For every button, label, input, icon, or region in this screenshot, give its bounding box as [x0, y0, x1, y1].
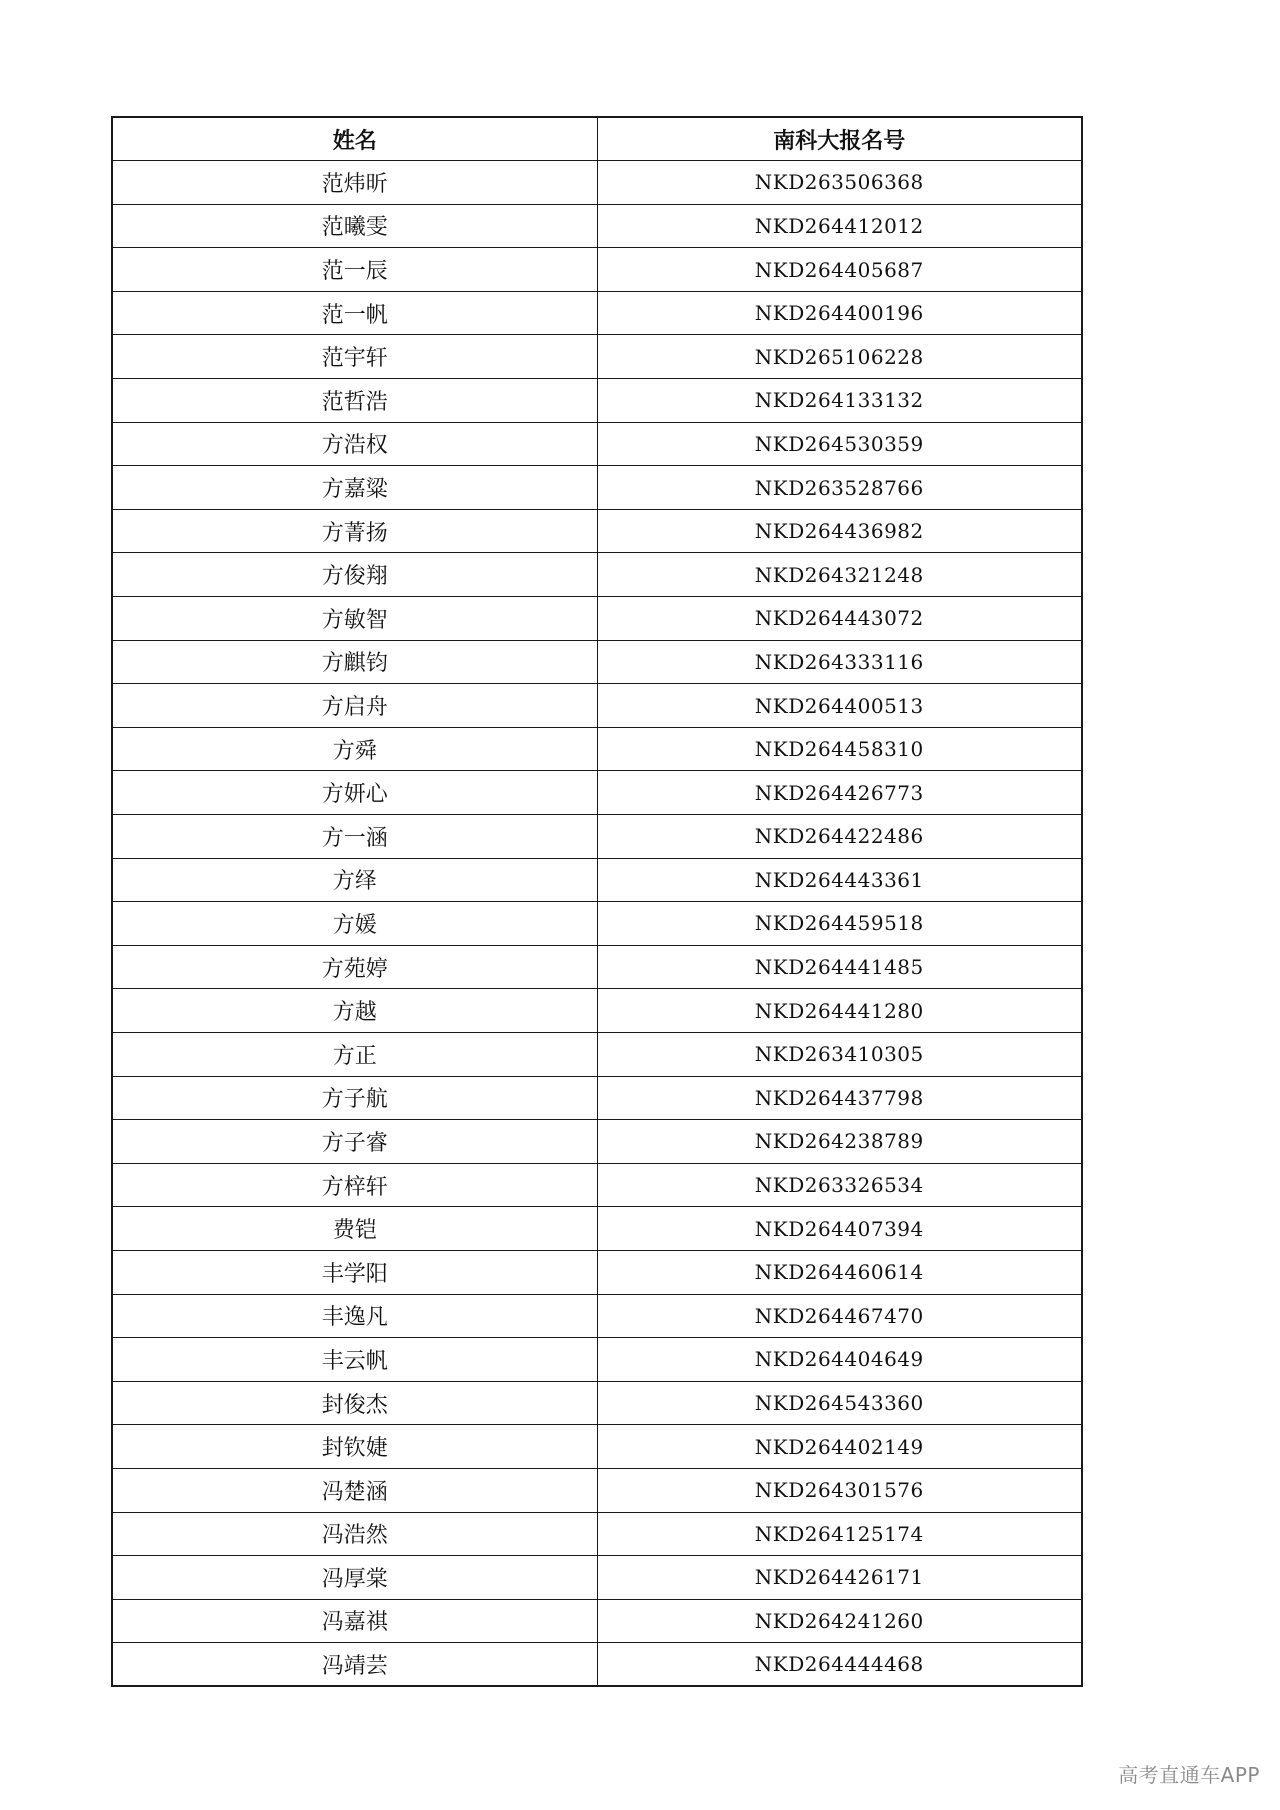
cell-name: 冯浩然 — [112, 1512, 597, 1556]
cell-name: 方绎 — [112, 858, 597, 902]
table-row — [112, 1599, 1082, 1643]
cell-regno: NKD264125174 — [597, 1512, 1082, 1556]
table-row — [112, 989, 1082, 1033]
cell-regno: NKD264543360 — [597, 1381, 1082, 1425]
table-row — [112, 858, 1082, 902]
cell-name: 方一涵 — [112, 815, 597, 859]
cell-regno: NKD264436982 — [597, 509, 1082, 553]
cell-name: 冯嘉祺 — [112, 1599, 597, 1643]
cell-regno: NKD264400196 — [597, 291, 1082, 335]
table-row — [112, 1381, 1082, 1425]
cell-regno: NKD264422486 — [597, 815, 1082, 859]
cell-name: 丰学阳 — [112, 1250, 597, 1294]
cell-regno: NKD264443072 — [597, 597, 1082, 641]
cell-regno: NKD264441280 — [597, 989, 1082, 1033]
cell-name: 范宇轩 — [112, 335, 597, 379]
table-row — [112, 727, 1082, 771]
registration-table — [111, 116, 1083, 1687]
cell-name: 方梓轩 — [112, 1163, 597, 1207]
cell-name: 方菁扬 — [112, 509, 597, 553]
table-row — [112, 1643, 1082, 1687]
cell-name: 封俊杰 — [112, 1381, 597, 1425]
table-row — [112, 466, 1082, 510]
table-row — [112, 204, 1082, 248]
table-row — [112, 509, 1082, 553]
cell-regno: NKD264321248 — [597, 553, 1082, 597]
column-header-regno: 南科大报名号 — [597, 117, 1082, 161]
cell-regno: NKD264458310 — [597, 727, 1082, 771]
cell-name: 方正 — [112, 1032, 597, 1076]
cell-regno: NKD264238789 — [597, 1120, 1082, 1164]
table-row — [112, 422, 1082, 466]
table-row — [112, 1294, 1082, 1338]
table-row — [112, 291, 1082, 335]
table-row — [112, 1076, 1082, 1120]
watermark-text: 高考直通车APP — [1118, 1763, 1260, 1787]
table-row — [112, 684, 1082, 728]
cell-regno: NKD264301576 — [597, 1468, 1082, 1512]
cell-regno: NKD264402149 — [597, 1425, 1082, 1469]
cell-regno: NKD264405687 — [597, 248, 1082, 292]
cell-name: 方嘉粱 — [112, 466, 597, 510]
table-row — [112, 1468, 1082, 1512]
cell-regno: NKD264443361 — [597, 858, 1082, 902]
column-header-name: 姓名 — [112, 117, 597, 161]
cell-name: 费铠 — [112, 1207, 597, 1251]
cell-regno: NKD264404649 — [597, 1338, 1082, 1382]
cell-name: 方浩权 — [112, 422, 597, 466]
cell-regno: NKD264444468 — [597, 1643, 1082, 1687]
cell-name: 方媛 — [112, 902, 597, 946]
cell-name: 方敏智 — [112, 597, 597, 641]
cell-regno: NKD264426171 — [597, 1556, 1082, 1600]
cell-regno: NKD264400513 — [597, 684, 1082, 728]
cell-regno: NKD265106228 — [597, 335, 1082, 379]
cell-name: 封钦婕 — [112, 1425, 597, 1469]
cell-regno: NKD263326534 — [597, 1163, 1082, 1207]
cell-name: 范一辰 — [112, 248, 597, 292]
cell-name: 冯靖芸 — [112, 1643, 597, 1687]
table-row — [112, 1207, 1082, 1251]
table-row — [112, 1163, 1082, 1207]
table-row — [112, 1512, 1082, 1556]
cell-regno: NKD264467470 — [597, 1294, 1082, 1338]
table-row — [112, 1338, 1082, 1382]
table-row — [112, 1250, 1082, 1294]
cell-regno: NKD264241260 — [597, 1599, 1082, 1643]
table-row — [112, 335, 1082, 379]
table-row — [112, 902, 1082, 946]
table-row — [112, 640, 1082, 684]
cell-name: 方麒钧 — [112, 640, 597, 684]
cell-name: 范一帆 — [112, 291, 597, 335]
cell-name: 冯厚棠 — [112, 1556, 597, 1600]
cell-regno: NKD264460614 — [597, 1250, 1082, 1294]
cell-regno: NKD263506368 — [597, 161, 1082, 205]
table-row — [112, 1556, 1082, 1600]
cell-name: 丰云帆 — [112, 1338, 597, 1382]
cell-name: 方越 — [112, 989, 597, 1033]
cell-regno: NKD264333116 — [597, 640, 1082, 684]
table-header-row — [112, 117, 1082, 161]
cell-name: 方俊翔 — [112, 553, 597, 597]
table-row — [112, 1032, 1082, 1076]
cell-name: 方子航 — [112, 1076, 597, 1120]
cell-name: 丰逸凡 — [112, 1294, 597, 1338]
table-row — [112, 379, 1082, 423]
cell-name: 冯楚涵 — [112, 1468, 597, 1512]
table-row — [112, 161, 1082, 205]
cell-name: 方子睿 — [112, 1120, 597, 1164]
table-row — [112, 815, 1082, 859]
table-row — [112, 597, 1082, 641]
cell-name: 方舜 — [112, 727, 597, 771]
cell-regno: NKD264437798 — [597, 1076, 1082, 1120]
cell-regno: NKD264459518 — [597, 902, 1082, 946]
table-row — [112, 1120, 1082, 1164]
cell-name: 方妍心 — [112, 771, 597, 815]
cell-regno: NKD263410305 — [597, 1032, 1082, 1076]
cell-name: 方启舟 — [112, 684, 597, 728]
table-row — [112, 771, 1082, 815]
cell-regno: NKD264407394 — [597, 1207, 1082, 1251]
cell-regno: NKD264412012 — [597, 204, 1082, 248]
cell-regno: NKD264530359 — [597, 422, 1082, 466]
cell-regno: NKD263528766 — [597, 466, 1082, 510]
cell-regno: NKD264426773 — [597, 771, 1082, 815]
cell-name: 范哲浩 — [112, 379, 597, 423]
cell-regno: NKD264133132 — [597, 379, 1082, 423]
cell-name: 范曦雯 — [112, 204, 597, 248]
table-row — [112, 248, 1082, 292]
table-body — [112, 161, 1082, 1687]
cell-name: 范炜昕 — [112, 161, 597, 205]
cell-name: 方苑婷 — [112, 945, 597, 989]
table-row — [112, 1425, 1082, 1469]
table-row — [112, 553, 1082, 597]
cell-regno: NKD264441485 — [597, 945, 1082, 989]
table-row — [112, 945, 1082, 989]
